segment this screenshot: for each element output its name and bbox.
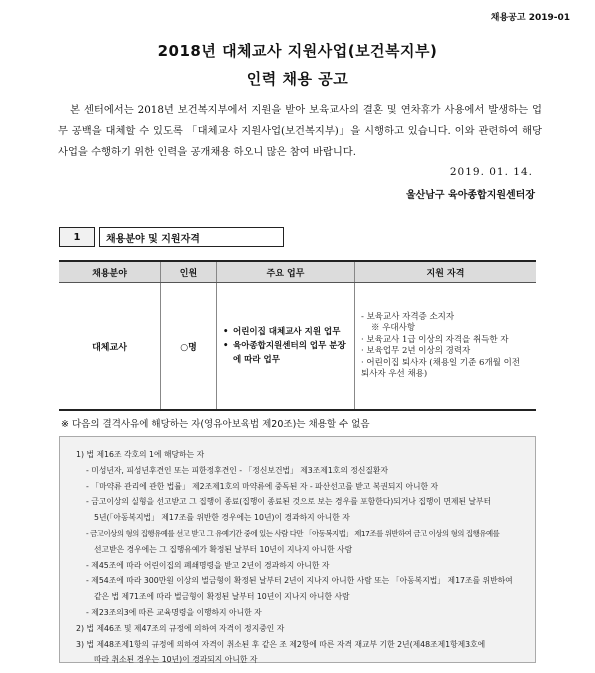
document-number: 채용공고 2019-01 [490, 13, 570, 23]
bullet-icon: • [223, 327, 229, 337]
intro-paragraph: 본 센터에서는 2018년 보건복지부에서 지원을 받아 보육교사의 결혼 및 연차휴가 사용에서 발생하는 업무 공백을 대체할 수 있도록 「대체교사 지원사업(보건복지부)」을 시행하고 있습니다. 이와 관련하여 해당 사업을 수행하기 위한 인력을 공개채용 하오니 많은 참여 바랍니다. [58, 104, 542, 158]
disqualification-box [59, 436, 536, 663]
qualification-item: · 보육교사 1급 이상의 자격을 취득한 자 [361, 334, 509, 345]
signer: 울산남구 육아종합지원센터장 [405, 190, 535, 201]
cell-duties [217, 283, 355, 411]
cell-field: 대체교사 [59, 283, 161, 411]
cell-qualifications [355, 283, 537, 411]
header-duties: 주요 업무 [217, 261, 355, 283]
cell-count: ○명 [161, 283, 217, 411]
bullet-icon: • [223, 341, 229, 351]
list-item: - 금고이상의 실형을 선고받고 그 집행이 종료(집행이 종료된 것으로 보는 경우를 포함한다)되거나 집행이 면제된 날부터 [86, 497, 492, 507]
header-field: 채용분야 [59, 261, 161, 283]
page-subtitle: 인력 채용 공고 [246, 70, 349, 88]
list-item: - 제23조의3에 따른 교육명령을 이행하지 아니한 자 [86, 607, 262, 617]
list-item: - 미성년자, 피성년후견인 또는 피한정후견인 - 「정신보건법」 제3조제1호의 정신질환자 [86, 465, 388, 475]
list-item: 3) 법 제48조제1항의 규정에 의하여 자격이 취소된 후 같은 조 제2항에 따른 자격 재교부 기한 2년(제48조제1항제3호에 [76, 639, 486, 649]
announcement-date: 2019. 01. 14. [449, 166, 533, 178]
list-item: - 금고이상의 형의 집행유예를 선고 받고 그 유예기간 중에 있는 사람 다만 「아동복지법」 제17조를 위반하여 금고 이상의 형의 집행유예를 [86, 528, 500, 538]
header-count: 인원 [161, 261, 217, 283]
requirements-table [59, 260, 536, 411]
list-item: 같은 법 제71조에 따라 벌금형이 확정된 날부터 10년이 지나지 아니한 사람 [94, 592, 350, 602]
table-row [59, 283, 536, 411]
list-item: 1) 법 제16조 각호의 1에 해당하는 자 [76, 450, 205, 459]
duty-item: • 어린이집 대체교사 지원 업무 [223, 327, 341, 337]
table-header-row [59, 261, 536, 283]
section-title: 채용분야 및 지원자격 [99, 227, 284, 247]
page-title: 2018년 대체교사 지원사업(보건복지부) [157, 42, 438, 60]
duty-item: • 육아종합지원센터의 업무 분장에 따라 업무 [223, 341, 346, 365]
qualification-item: ※ 우대사항 [371, 323, 416, 333]
list-item: - 「마약류 관리에 관한 법률」 제2조제1호의 마약류에 중독된 자 - 파산선고를 받고 복권되지 아니한 자 [86, 481, 439, 491]
list-item: 따라 취소된 경우는 10년)이 경과되지 아니한 자 [94, 655, 258, 665]
list-item: 선고받은 경우에는 그 집행유예가 확정된 날부터 10년이 지나지 아니한 사람 [94, 544, 353, 554]
section-number: 1 [59, 227, 95, 247]
section-header [59, 227, 284, 247]
list-item: - 제54조에 따라 300만원 이상의 벌금형이 확정된 날부터 2년이 지나지 아니한 사람 또는 「아동복지법」 제17조를 위반하여 [86, 576, 513, 586]
qualification-item: · 보육업무 2년 이상의 경력자 [361, 346, 471, 356]
header-qualifications: 지원 자격 [355, 261, 537, 283]
list-item: 5년(「아동복지법」 제17조를 위반한 경우에는 10년)이 경과하지 아니한 자 [94, 513, 350, 523]
qualification-item: - 보육교사 자격증 소지자 [361, 311, 455, 322]
list-item: 2) 법 제46조 및 제47조의 규정에 의하여 자격이 정지중인 자 [76, 623, 285, 633]
list-item: - 제45조에 따라 어린이집의 폐쇄명령을 받고 2년이 경과하지 아니한 자 [86, 560, 330, 570]
qualification-item: · 어린이집 퇴사자 (채용일 기준 6개월 이전 퇴사자 우선 채용) [361, 357, 521, 379]
disqualification-note: ※ 다음의 결격사유에 해당하는 자(영유아보육법 제20조)는 채용할 수 없음 [61, 419, 370, 430]
